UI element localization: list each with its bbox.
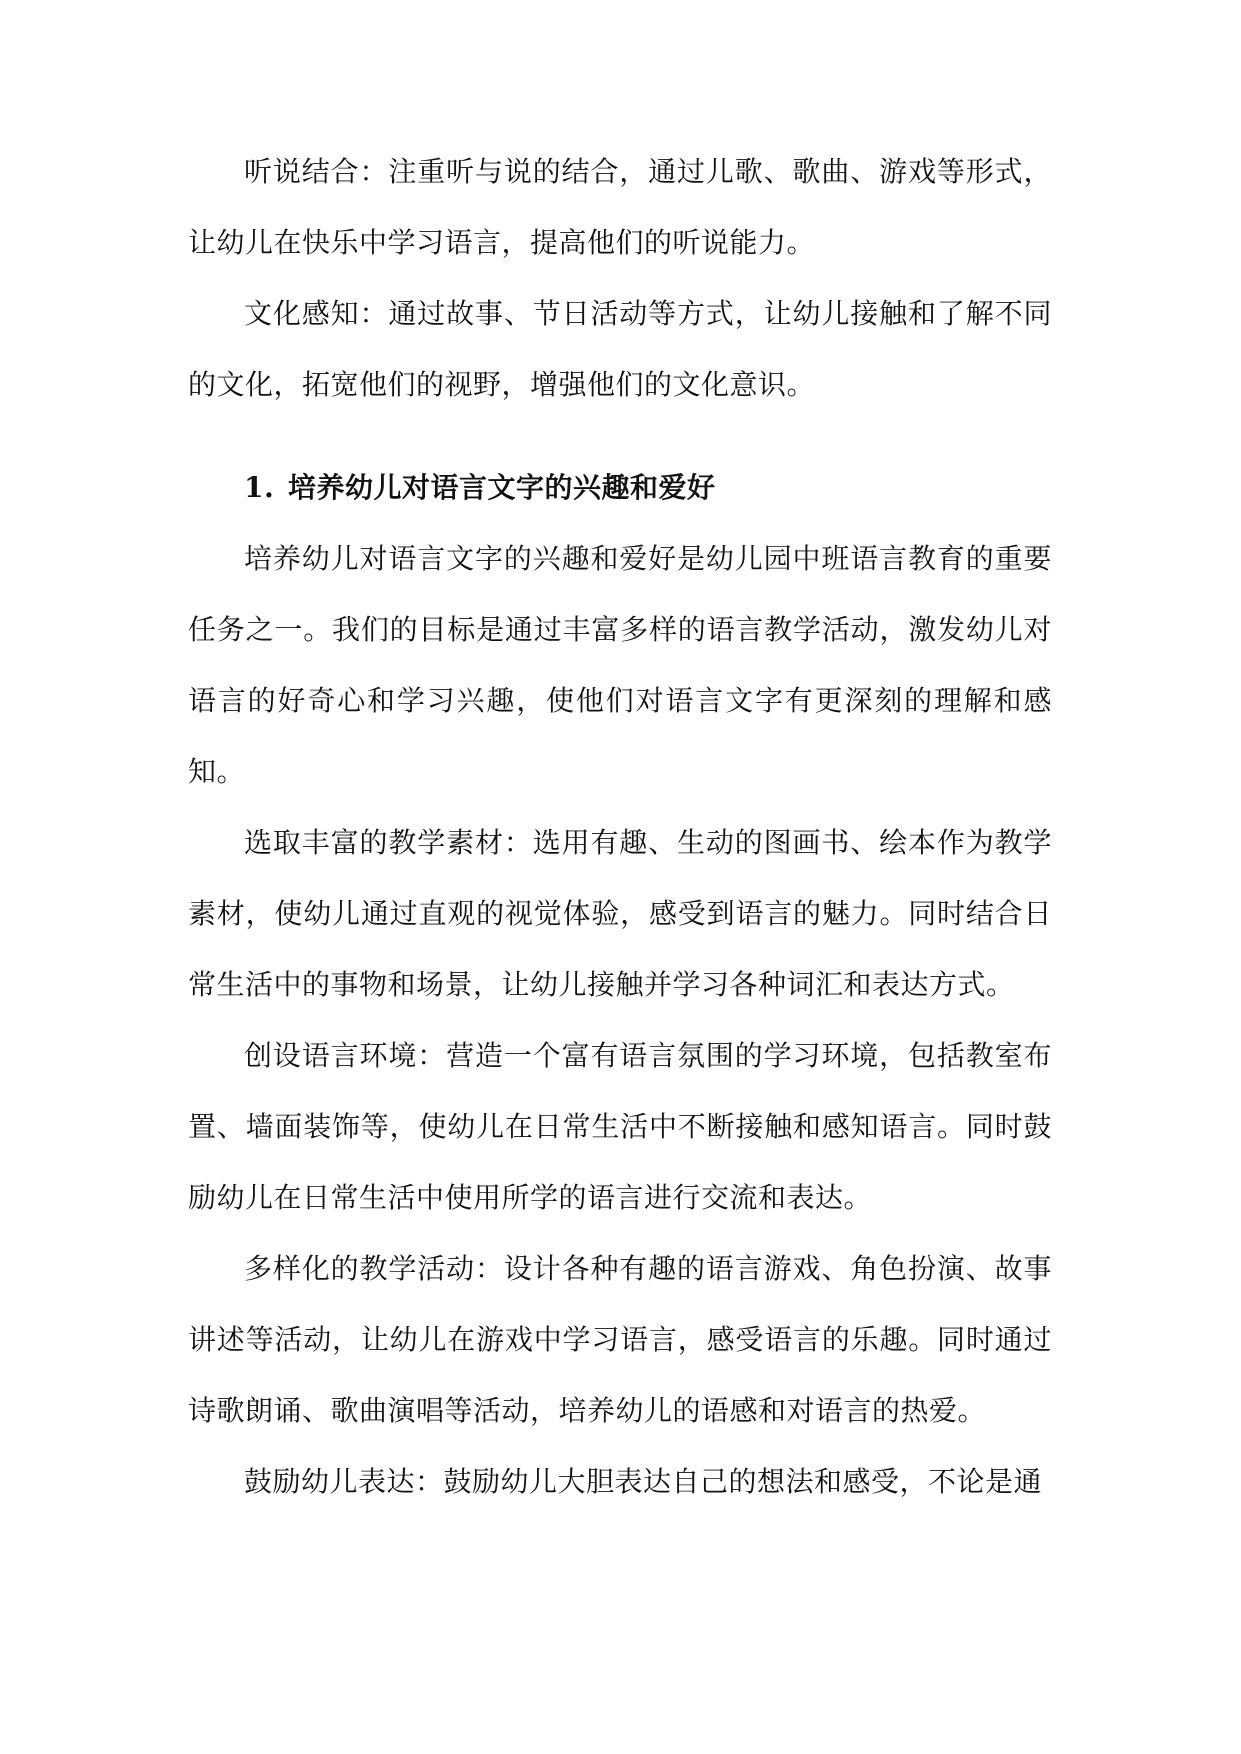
section-heading	[188, 452, 1052, 523]
paragraph-cultural-awareness: 文化感知：通过故事、节日活动等方式，让幼儿接触和了解不同的文化，拓宽他们的视野，增强他们的文化意识。	[188, 297, 1052, 401]
paragraph-teaching-activities: 多样化的教学活动：设计各种有趣的语言游戏、角色扮演、故事讲述等活动，让幼儿在游戏中学习语言，感受语言的乐趣。同时通过诗歌朗诵、歌曲演唱等活动，培养幼儿的语感和对语言的热爱。	[188, 1252, 1052, 1427]
paragraph-language-environment: 创设语言环境：营造一个富有语言氛围的学习环境，包括教室布置、墙面装饰等，使幼儿在日常生活中不断接触和感知语言。同时鼓励幼儿在日常生活中使用所学的语言进行交流和表达。	[188, 1039, 1052, 1214]
section-title: 培养幼儿对语言文字的兴趣和爱好	[288, 471, 716, 504]
paragraph-teaching-materials: 选取丰富的教学素材：选用有趣、生动的图画书、绘本作为教学素材，使幼儿通过直观的视觉体验，感受到语言的魅力。同时结合日常生活中的事物和场景，让幼儿接触并学习各种词汇和表达方式。	[188, 826, 1052, 1001]
section-number: 1.	[244, 471, 275, 504]
document-body	[188, 136, 1052, 1517]
paragraph-encourage-expression: 鼓励幼儿表达：鼓励幼儿大胆表达自己的想法和感受，不论是通	[244, 1465, 1043, 1498]
paragraph-interest-intro: 培养幼儿对语言文字的兴趣和爱好是幼儿园中班语言教育的重要任务之一。我们的目标是通过丰富多样的语言教学活动，激发幼儿对语言的好奇心和学习兴趣，使他们对语言文字有更深刻的理解和感知。	[188, 542, 1052, 788]
paragraph-listening-speaking: 听说结合：注重听与说的结合，通过儿歌、歌曲、游戏等形式，让幼儿在快乐中学习语言，提高他们的听说能力。	[188, 155, 1052, 259]
